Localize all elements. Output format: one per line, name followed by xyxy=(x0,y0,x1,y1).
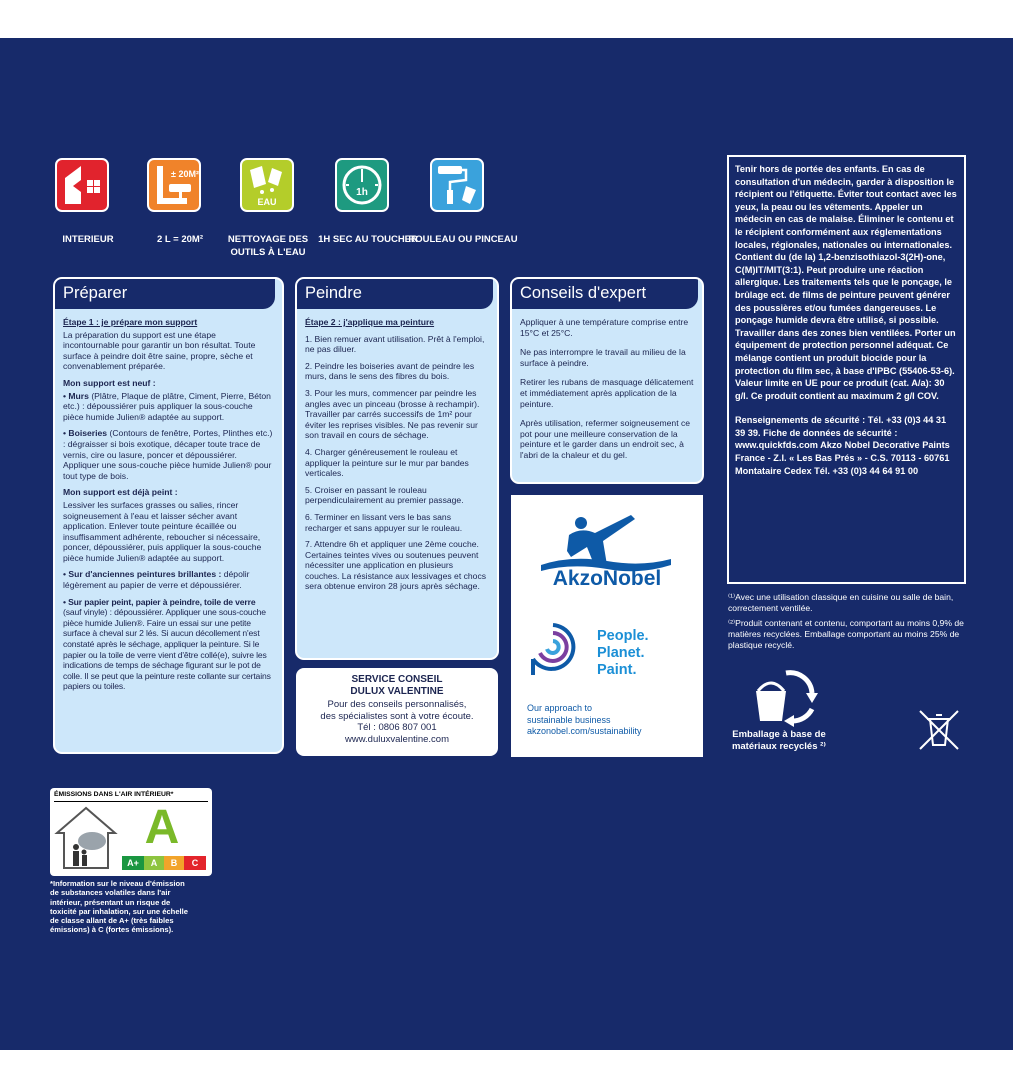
conseils-box xyxy=(510,277,704,484)
coverage-roller-icon xyxy=(147,158,201,212)
emission-scale-c: C xyxy=(184,856,206,870)
safety-warning-text: Tenir hors de portée des enfants. En cas de consultation d'un médecin, garder à disposition le récipient ou l'étiquette. Éviter tout contact avec les yeux, la peau ou les vêtements. Appeler un médecin en cas de malaise. Éliminer le contenu et le récipient conformément aux réglementations locales, régionales, nationales ou internationales. Contient du (de la) 1,2-benzisothiazol-3(2H)-one, C(M)IT/MIT(3:1). Peut produire une réaction allergique. Les traitements tels que le ponçage, le brûlage ect. de films de peinture peuvent générer des poussières et/ou fumées dangereuses. Le ponçage humide devra être utilisé, si possible. Travailler dans des zones bien ventilées. Porter un équipement de protection personnel adéquat. Ce mélange contient un produit biocide pour la protection du film sec, à base d'IPBC (55406-53-6). Valeur limite en UE pour ce produit (cat. A/a): 30 g/l. Ce produit contient au maximum 2 g/l COV. xyxy=(735,164,957,401)
peindre-title: Peindre xyxy=(297,279,493,309)
dry-time-badge: 1h xyxy=(356,187,368,198)
service-conseil xyxy=(296,668,498,756)
service-title-1: SERVICE CONSEIL xyxy=(351,674,443,685)
peindre-step: Étape 2 : j'applique ma peinture xyxy=(305,317,435,327)
preparer-step: Étape 1 : je prépare mon support xyxy=(63,317,198,327)
preparer-murs: • Murs (Plâtre, Plaque de plâtre, Ciment, Pierre, Béton etc.) : dépoussiérer puis appliquer la sous-couche pièce humide Julien® adaptée au support. xyxy=(63,390,271,422)
akzonobel-wordmark: AkzoNobel xyxy=(552,567,662,590)
emission-scale-a-plus: A+ xyxy=(122,856,144,870)
akzonobel-approach: Our approach to sustainable business akzonobel.com/sustainability xyxy=(527,703,642,736)
water-cleaning-icon xyxy=(240,158,294,212)
preparer-glossy: • Sur d'anciennes peintures brillantes : dépolir légèrement au papier de verre et dépoussiérer. xyxy=(63,569,250,591)
akzonobel-panel xyxy=(511,495,703,757)
conseils-title: Conseils d'expert xyxy=(512,279,698,309)
emission-grade: A xyxy=(144,801,180,854)
preparer-wallpaper: • Sur papier peint, papier à peindre, toile de verre (sauf vinyle) : dépoussiérer. Appliquer une sous-couche pièce humide Julien®. Faire un essai sur une petite surface à cheval sur 2 lés. Si aucun décollement n'est constaté après le séchage, appliquer la peinture. Si le papier ou la toile de verre vient d'être collé(e), suivre les indications de temps de séchage figurant sur le pot de colle. Il se peut que la peinture reste collante sur certains papiers ou toiles. xyxy=(63,596,271,692)
emission-scale-a: A xyxy=(144,856,164,870)
peindre-step-6: 6. Terminer en lissant vers le bas sans recharger et sans appuyer sur le rouleau. xyxy=(305,511,463,533)
coverage-badge: ± 20M² xyxy=(171,169,199,179)
footnote-2: ⁽²⁾Produit contenant et contenu, comportant au moins 0,9% de matières recyclées. Emballage comportant au moins 25% de plastique recyclé. xyxy=(728,618,964,650)
akzonobel-sustainability-link[interactable]: akzonobel.com/sustainability xyxy=(527,726,642,736)
preparer-body xyxy=(63,317,274,698)
conseil-tip-4: Après utilisation, refermer soigneusement ce pot pour une meilleure conservation de la peinture et le garder dans un endroit sec, à l'abri de la chaleur et du gel. xyxy=(520,418,691,460)
footnote-1: ⁽¹⁾Avec une utilisation classique en cuisine ou salle de bain, correctement ventilée. xyxy=(728,592,954,613)
icon-label-dry: 1H SEC AU TOUCHER xyxy=(318,234,418,245)
peindre-step-7: 7. Attendre 6h et appliquer une 2ème couche. Certaines teintes vives ou soutenues peuvent nécessiter une application en plusieurs couches. La résistance aux lessivages et chocs sera obtenue environ 28 jours après séchage. xyxy=(305,539,487,592)
service-phone[interactable]: Tél : 0806 807 001 xyxy=(357,722,437,733)
peindre-step-2: 2. Peindre les boiseries avant de peindre les murs, dans le sens des fibres du bois. xyxy=(305,360,475,382)
icon-label-application: ROULEAU OU PINCEAU xyxy=(408,234,518,245)
preparer-box xyxy=(53,277,284,754)
safety-contact-text: Renseignements de sécurité : Tél. +33 (0)3 44 31 39 39. Fiche de données de sécurité : www.quickfds.com Akzo Nobel Decorative Paints France - Z.I. « Les Bas Prés » - C.S. 70113 - 60761 Montataire Cedex Tél. +33 (0)3 44 64 91 00 xyxy=(735,415,950,476)
preparer-title: Préparer xyxy=(55,279,275,309)
icon-label-coverage: 2 L = 20M² xyxy=(156,234,204,245)
roller-brush-icon xyxy=(430,158,484,212)
service-line-1: Pour des conseils personnalisés, xyxy=(327,699,467,710)
preparer-new-head: Mon support est neuf : xyxy=(63,377,156,388)
interior-house-icon xyxy=(55,158,109,212)
conseil-tip-1: Appliquer à une température comprise entre 15°C et 25°C. xyxy=(520,317,689,338)
peindre-step-4: 4. Charger généreusement le rouleau et appliquer la peinture sur le mur par bandes verticales. xyxy=(305,446,469,479)
preparer-painted: Lessiver les surfaces grasses ou salies, rincer soigneusement à l'eau et laisser sécher avant application. Enlever toute peinture écaillée ou insuffisamment adhérente, reboucher si nécessaire, poncer, dépoussiérer, puis appliquer la sous-couche pièce humide Julien® adaptée au support. xyxy=(63,499,262,563)
people-planet-paint-icon xyxy=(525,619,581,679)
preparer-painted-head: Mon support est déjà peint : xyxy=(63,487,178,498)
emission-title: ÉMISSIONS DANS L'AIR INTÉRIEUR* xyxy=(54,791,174,798)
footnotes xyxy=(728,592,966,655)
peindre-step-3: 3. Pour les murs, commencer par peindre les angles avec un pinceau (brosse à rechampir). Travailler par carrés successifs de 1m² pour éviter les reprises visibles. Ne pas revenir sur son travail en cours de séchage. xyxy=(305,387,480,441)
icon-label-interior: INTERIEUR xyxy=(62,234,114,245)
recycle-label: Emballage à base de matériaux recyclés ²⁾ xyxy=(731,729,827,752)
akzonobel-slogan: People. Planet. Paint. xyxy=(597,628,649,678)
peindre-step-5: 5. Croiser en passant le rouleau perpendiculairement au premier passage. xyxy=(305,484,464,506)
water-badge: EAU xyxy=(257,197,277,207)
crossed-bin-icon xyxy=(916,707,962,753)
conseil-tip-3: Retirer les rubans de masquage délicatement et immédiatement après application de la peinture. xyxy=(520,377,694,409)
recycle-bucket-icon xyxy=(746,665,822,727)
preparer-boiseries: • Boiseries (Contours de fenêtre, Portes, Plinthes etc.) : dégraisser si bois exotique, décaper toute trace de vernis, cire ou lasure, poncer et dépoussiérer. Appliquer une sous-couche pièce humide Julien® pour tout type de bois. xyxy=(63,428,273,481)
dry-time-clock-icon xyxy=(335,158,389,212)
service-website-link[interactable]: www.duluxvalentine.com xyxy=(344,733,450,745)
house-family-icon xyxy=(54,805,118,871)
conseils-body xyxy=(520,317,694,467)
service-title-2: DULUX VALENTINE xyxy=(350,686,444,697)
peindre-box xyxy=(295,277,499,660)
service-line-2: des spécialistes sont à votre écoute. xyxy=(320,710,474,722)
preparer-intro: La préparation du support est une étape incontournable pour garantir un bon résultat. Toute surface à peindre doit être saine, propre, sèche et convenablement préparée. xyxy=(63,329,256,372)
icon-label-cleaning: NETTOYAGE DES OUTILS À L'EAU xyxy=(227,234,309,258)
emission-scale-b: B xyxy=(164,856,184,870)
emission-note: *Information sur le niveau d'émission de substances volatiles dans l'air intérieur, présentant un risque de toxicité par inhalation, sur une échelle de classe allant de A+ (très faibles émissions) à C (fortes émissions). xyxy=(50,879,188,935)
peindre-step-1: 1. Bien remuer avant utilisation. Prêt à l'emploi, ne pas diluer. xyxy=(305,333,485,355)
conseil-tip-2: Ne pas interrompre le travail au milieu de la surface à peindre. xyxy=(520,347,686,368)
peindre-body xyxy=(305,317,489,598)
safety-warning-box xyxy=(727,155,966,584)
